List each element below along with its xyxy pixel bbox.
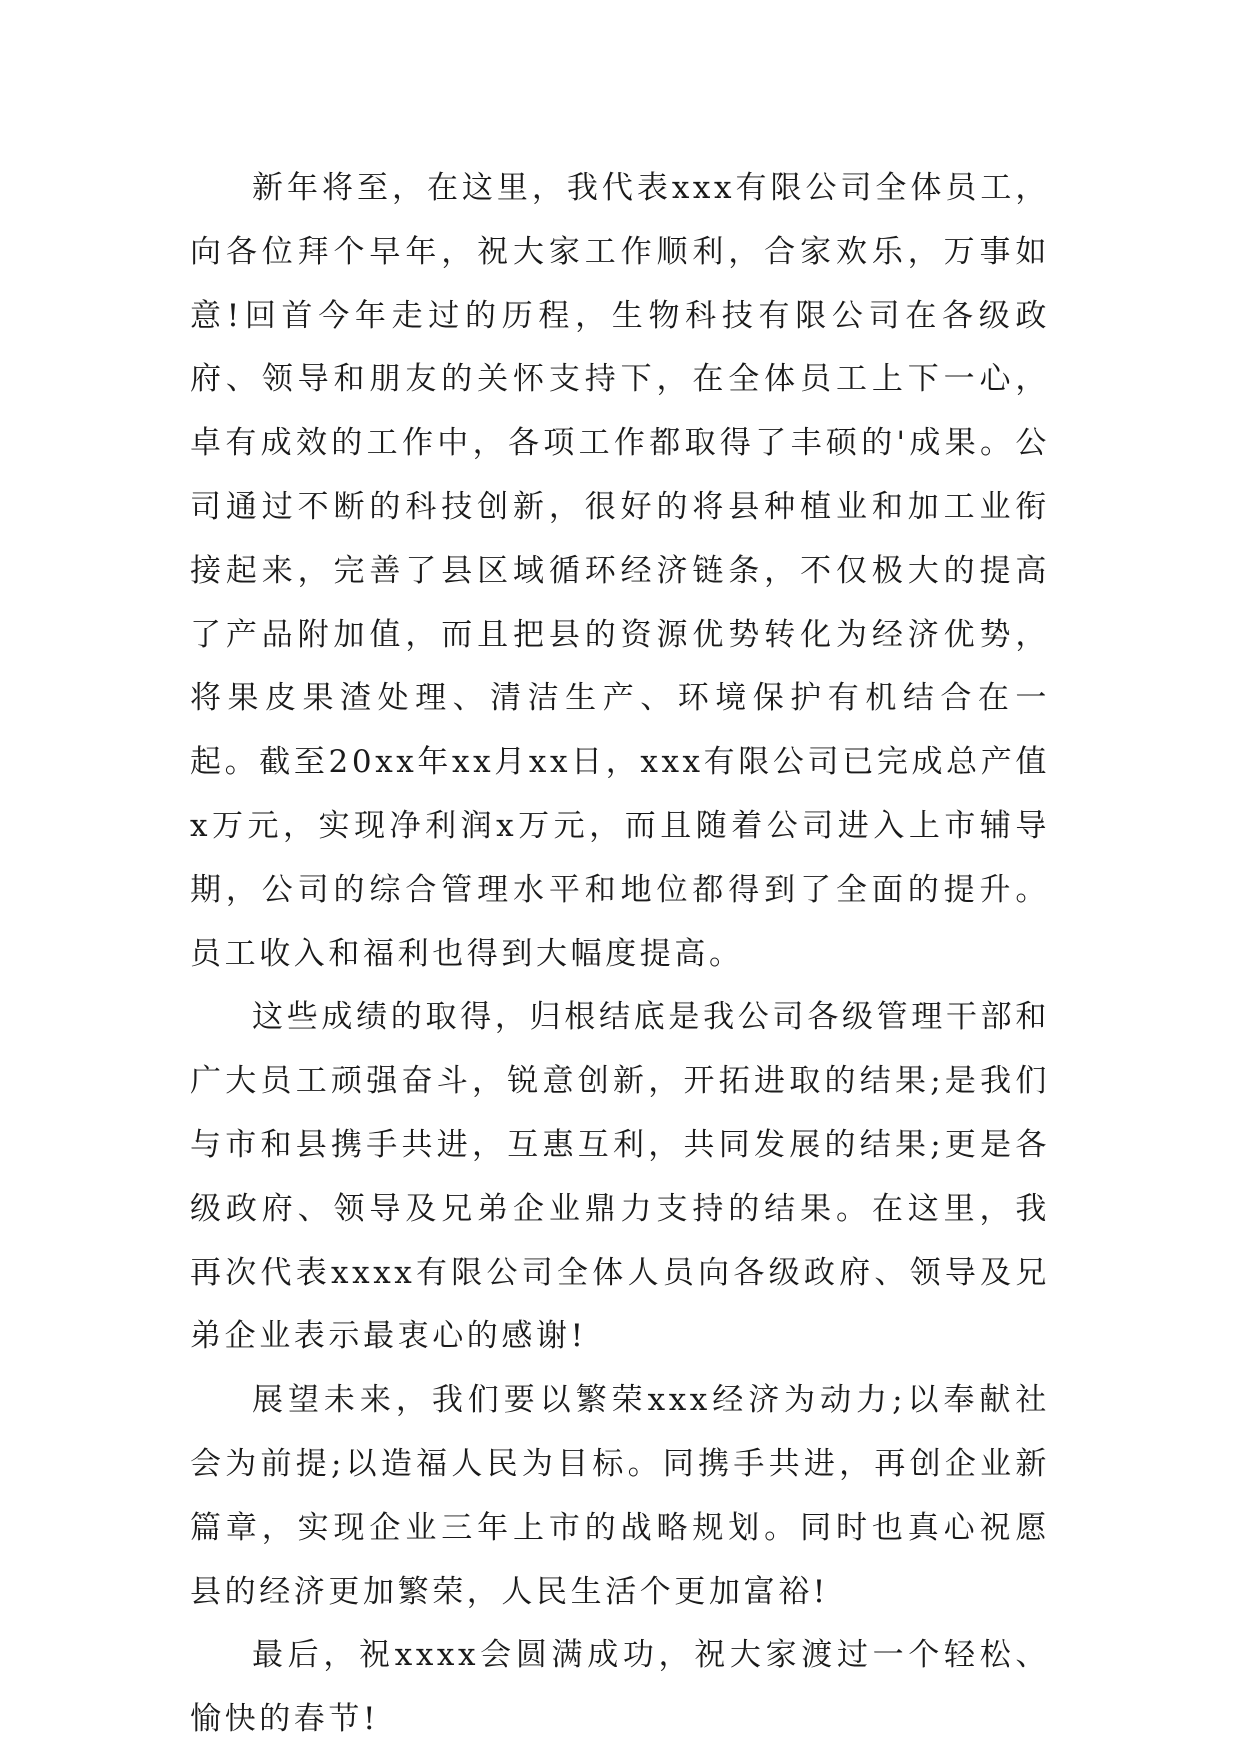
- paragraph-2: 这些成绩的取得，归根结底是我公司各级管理干部和广大员工顽强奋斗，锐意创新，开拓进取的结果;是我们与市和县携手共进，互惠互利，共同发展的结果;更是各级政府、领导及兄弟企业鼎力支持的结果。在这里，我再次代表xxxx有限公司全体人员向各级政府、领导及兄弟企业表示最衷心的感谢!: [190, 999, 1050, 1355]
- paragraph-1: 新年将至，在这里，我代表xxx有限公司全体员工，向各位拜个早年，祝大家工作顺利，合家欢乐，万事如意!回首今年走过的历程，生物科技有限公司在各级政府、领导和朋友的关怀支持下，在全体员工上下一心，卓有成效的工作中，各项工作都取得了丰硕的'成果。公司通过不断的科技创新，很好的将县种植业和加工业衔接起来，完善了县区域循环经济链条，不仅极大的提高了产品附加值，而且把县的资源优势转化为经济优势，将果皮果渣处理、清洁生产、环境保护有机结合在一起。截至20xx年xx月xx日，xxx有限公司已完成总产值x万元，实现净利润x万元，而且随着公司进入上市辅导期，公司的综合管理水平和地位都得到了全面的提升。员工收入和福利也得到大幅度提高。: [190, 170, 1050, 972]
- paragraph-3: 展望未来，我们要以繁荣xxx经济为动力;以奉献社会为前提;以造福人民为目标。同携手共进，再创企业新篇章，实现企业三年上市的战略规划。同时也真心祝愿县的经济更加繁荣，人民生活个更加富裕!: [190, 1382, 1050, 1610]
- document-body: [190, 157, 1050, 1752]
- paragraph-4: 最后，祝xxxx会圆满成功，祝大家渡过一个轻松、愉快的春节!: [190, 1637, 1050, 1738]
